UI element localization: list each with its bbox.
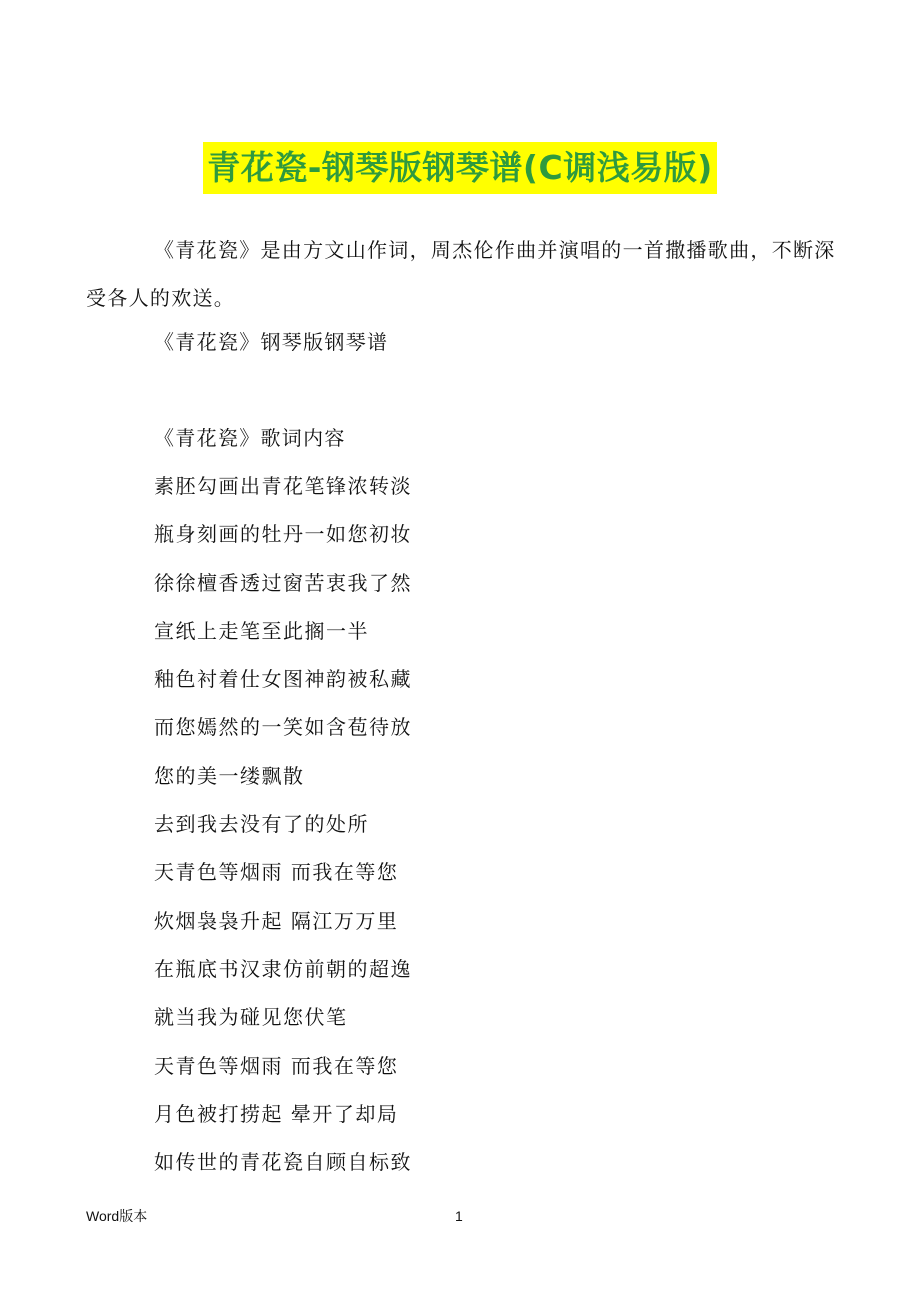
lyric-line: 宣纸上走笔至此搁一半 (154, 618, 369, 643)
sheet-music-heading: 《青花瓷》钢琴版钢琴谱 (154, 330, 389, 354)
lyric-line: 徐徐檀香透过窗苦衷我了然 (154, 570, 412, 595)
lyric-line: 而您嫣然的一笑如含苞待放 (154, 715, 412, 740)
lyric-line: 如传世的青花瓷自顾自标致 (154, 1150, 412, 1175)
lyric-line: 天青色等烟雨 而我在等您 (154, 860, 399, 885)
lyric-line: 在瓶底书汉隶仿前朝的超逸 (154, 956, 412, 981)
page-number: 1 (455, 1208, 463, 1224)
intro-paragraph: 《青花瓷》是由方文山作词，周杰伦作曲并演唱的一首撒播歌曲，不断深受各人的欢送。 (86, 238, 836, 310)
lyrics-heading: 《青花瓷》歌词内容 (154, 426, 346, 450)
document-title: 青花瓷-钢琴版钢琴谱(C调浅易版) (203, 142, 717, 194)
lyric-line: 去到我去没有了的处所 (154, 812, 369, 837)
lyric-line: 天青色等烟雨 而我在等您 (154, 1053, 399, 1078)
footer-label: Word版本 (86, 1208, 148, 1224)
lyric-line: 瓶身刻画的牡丹一如您初妆 (154, 522, 412, 547)
title-container (0, 142, 920, 194)
lyric-line: 釉色衬着仕女图神韵被私藏 (154, 667, 412, 692)
lyric-line: 就当我为碰见您伏笔 (154, 1005, 348, 1030)
lyric-line: 您的美一缕飘散 (154, 763, 305, 788)
lyric-line: 月色被打捞起 晕开了却局 (154, 1101, 399, 1126)
lyrics-list (154, 468, 412, 1192)
lyric-line: 炊烟袅袅升起 隔江万万里 (154, 908, 399, 933)
lyric-line: 素胚勾画出青花笔锋浓转淡 (154, 474, 412, 498)
